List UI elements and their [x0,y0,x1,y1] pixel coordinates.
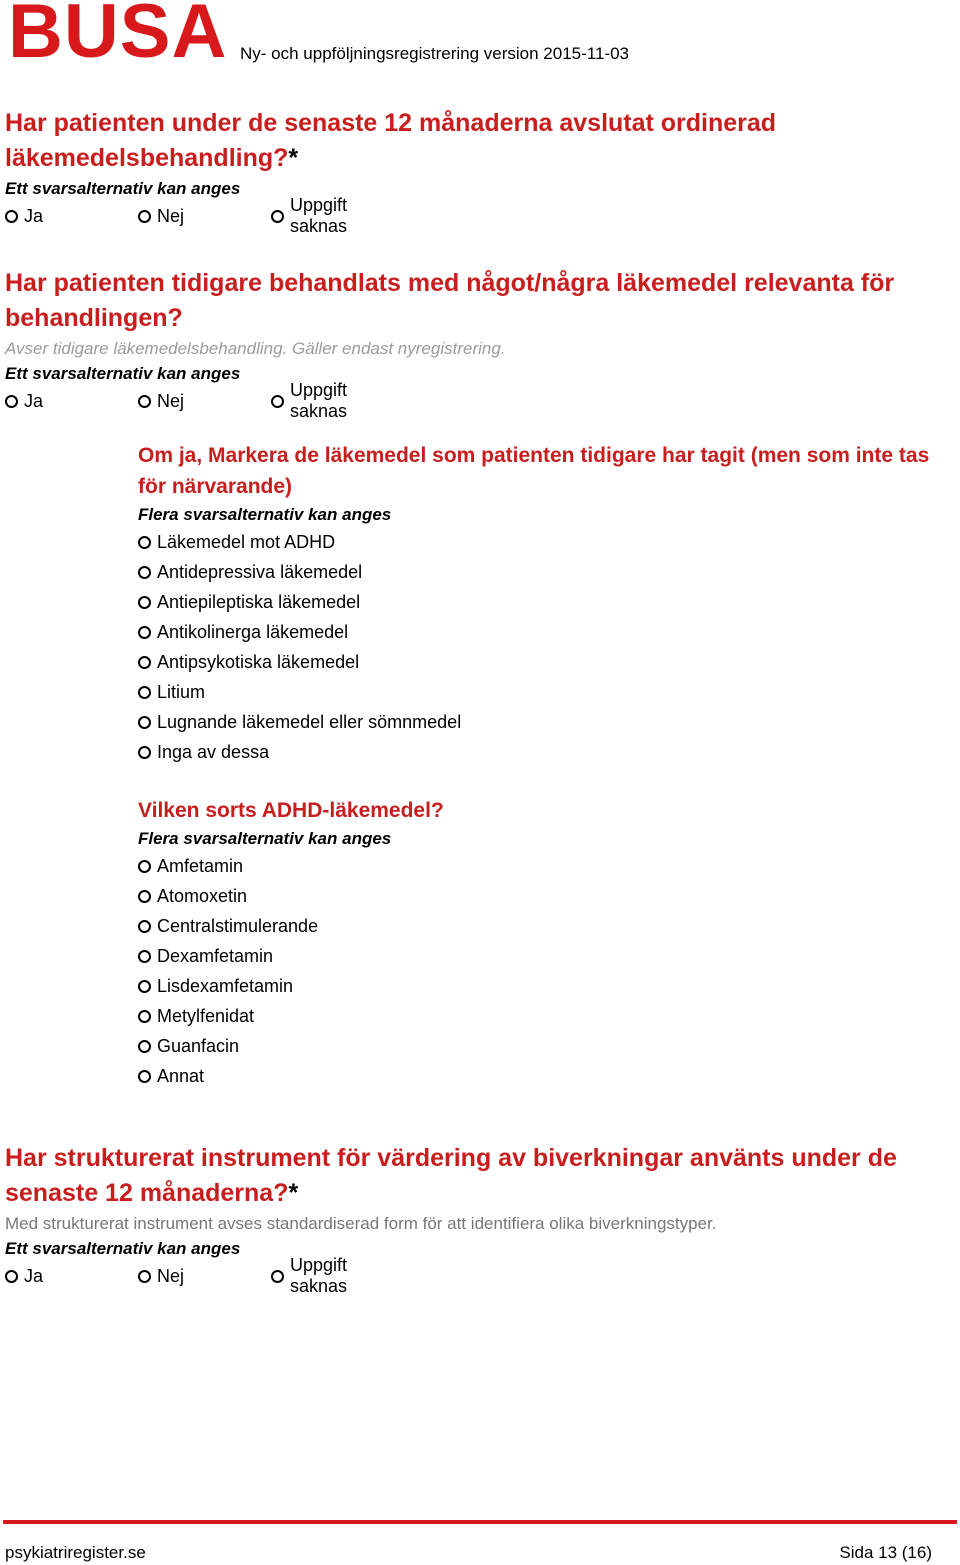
option-antidepressants[interactable] [138,557,958,587]
radio-circle-icon[interactable] [138,626,151,639]
option-label: Nej [157,1265,185,1286]
option-ja[interactable] [5,1266,138,1287]
option-centralstimulerande[interactable] [138,911,958,941]
radio-circle-icon[interactable] [271,395,284,408]
answer-rule: Ett svarsalternativ kan anges [5,179,241,198]
page-number: Sida 13 (16) [839,1543,932,1562]
radio-circle-icon[interactable] [5,1270,18,1283]
option-label: Lugnande läkemedel eller sömnmedel [157,711,462,732]
radio-circle-icon[interactable] [138,1270,151,1283]
radio-circle-icon[interactable] [138,536,151,549]
option-lithium[interactable] [138,677,958,707]
radio-circle-icon[interactable] [138,920,151,933]
option-uppgift-saknas[interactable] [271,380,404,422]
question-1-text: Har patienten under de senaste 12 månaderna avslutat ordinerad läkemedelsbehandling? [5,109,777,172]
option-label: Nej [157,390,185,411]
option-label: Antiepileptiska läkemedel [157,591,361,612]
option-sedatives[interactable] [138,707,958,737]
question-2 [5,266,955,421]
question-3 [138,440,958,767]
radio-circle-icon[interactable] [138,890,151,903]
question-1-options [5,195,955,236]
option-dexamfetamin[interactable] [138,941,958,971]
option-label: Ja [24,390,44,411]
radio-circle-icon[interactable] [138,860,151,873]
option-ja[interactable] [5,391,138,412]
option-label: Litium [157,681,206,702]
option-nej[interactable] [138,1266,271,1287]
option-label: Guanfacin [157,1035,240,1056]
option-label: Uppgift saknas [290,1255,348,1296]
option-label: Inga av dessa [157,741,270,762]
option-label: Annat [157,1065,205,1086]
radio-circle-icon[interactable] [138,950,151,963]
question-4-title: Vilken sorts ADHD-läkemedel? [138,799,444,822]
radio-circle-icon[interactable] [138,395,151,408]
option-label: Uppgift saknas [290,380,348,421]
answer-rule: Ett svarsalternativ kan anges [5,364,241,383]
option-label: Atomoxetin [157,885,248,906]
question-4 [138,795,958,1091]
radio-circle-icon[interactable] [138,566,151,579]
radio-circle-icon[interactable] [138,686,151,699]
option-uppgift-saknas[interactable] [271,1255,404,1297]
option-label: Antikolinerga läkemedel [157,621,349,642]
option-uppgift-saknas[interactable] [271,195,404,237]
option-nej[interactable] [138,206,271,227]
radio-circle-icon[interactable] [138,1040,151,1053]
option-label: Centralstimulerande [157,915,319,936]
question-5-options [5,1255,955,1296]
option-label: Nej [157,205,185,226]
option-label: Ja [24,1265,44,1286]
radio-circle-icon[interactable] [271,1270,284,1283]
question-4-options [138,851,958,1091]
radio-circle-icon[interactable] [138,746,151,759]
option-antipsychotics[interactable] [138,647,958,677]
option-annat[interactable] [138,1061,958,1091]
version-text: Ny- och uppföljningsregistrering version 2015-11-03 [240,44,630,63]
radio-circle-icon[interactable] [138,716,151,729]
question-5 [5,1141,955,1296]
option-none[interactable] [138,737,958,767]
option-nej[interactable] [138,391,271,412]
option-label: Antidepressiva läkemedel [157,561,363,582]
required-mark: * [288,144,299,172]
option-antiepileptics[interactable] [138,587,958,617]
option-label: Läkemedel mot ADHD [157,531,336,552]
radio-circle-icon[interactable] [138,980,151,993]
question-1-title [5,106,955,176]
question-5-hint: Med strukturerat instrument avses standardiserad form för att identifiera olika biverkningstyper. [5,1214,717,1233]
option-label: Dexamfetamin [157,945,274,966]
radio-circle-icon[interactable] [271,210,284,223]
option-label: Antipsykotiska läkemedel [157,651,360,672]
option-guanfacin[interactable] [138,1031,958,1061]
question-5-text: Har strukturerat instrument för värdering av biverkningar använts under de senaste 12 månaderna? [5,1144,897,1207]
question-3-options [138,527,958,767]
required-mark: * [288,1179,299,1207]
radio-circle-icon[interactable] [138,210,151,223]
option-label: Amfetamin [157,855,244,876]
answer-rule: Flera svarsalternativ kan anges [138,829,392,848]
option-ja[interactable] [5,206,138,227]
radio-circle-icon[interactable] [138,596,151,609]
option-label: Uppgift saknas [290,195,348,236]
answer-rule: Flera svarsalternativ kan anges [138,505,392,524]
option-label: Metylfenidat [157,1005,255,1026]
radio-circle-icon[interactable] [138,1070,151,1083]
question-2-hint: Avser tidigare läkemedelsbehandling. Gäller endast nyregistrering. [5,339,506,358]
page-header [6,0,956,74]
question-2-options [5,380,955,421]
radio-circle-icon[interactable] [5,395,18,408]
busa-logo: BUSA [8,0,228,74]
option-lisdexamfetamin[interactable] [138,971,958,1001]
question-1 [5,106,955,236]
question-5-title [5,1141,955,1211]
option-anticholinergics[interactable] [138,617,958,647]
footer-site[interactable]: psykiatriregister.se [5,1543,146,1562]
question-3-title: Om ja, Markera de läkemedel som patienten tidigare har tagit (men som inte tas för närvarande) [138,444,930,498]
option-amfetamin[interactable] [138,851,958,881]
option-label: Ja [24,205,44,226]
option-adhd-medication[interactable] [138,527,958,557]
option-atomoxetin[interactable] [138,881,958,911]
radio-circle-icon[interactable] [138,656,151,669]
radio-circle-icon[interactable] [138,1010,151,1023]
radio-circle-icon[interactable] [5,210,18,223]
option-metylfenidat[interactable] [138,1001,958,1031]
option-label: Lisdexamfetamin [157,975,294,996]
footer-divider [3,1520,957,1524]
answer-rule: Ett svarsalternativ kan anges [5,1239,241,1258]
question-2-title: Har patienten tidigare behandlats med något/några läkemedel relevanta för behandlingen? [5,269,895,332]
